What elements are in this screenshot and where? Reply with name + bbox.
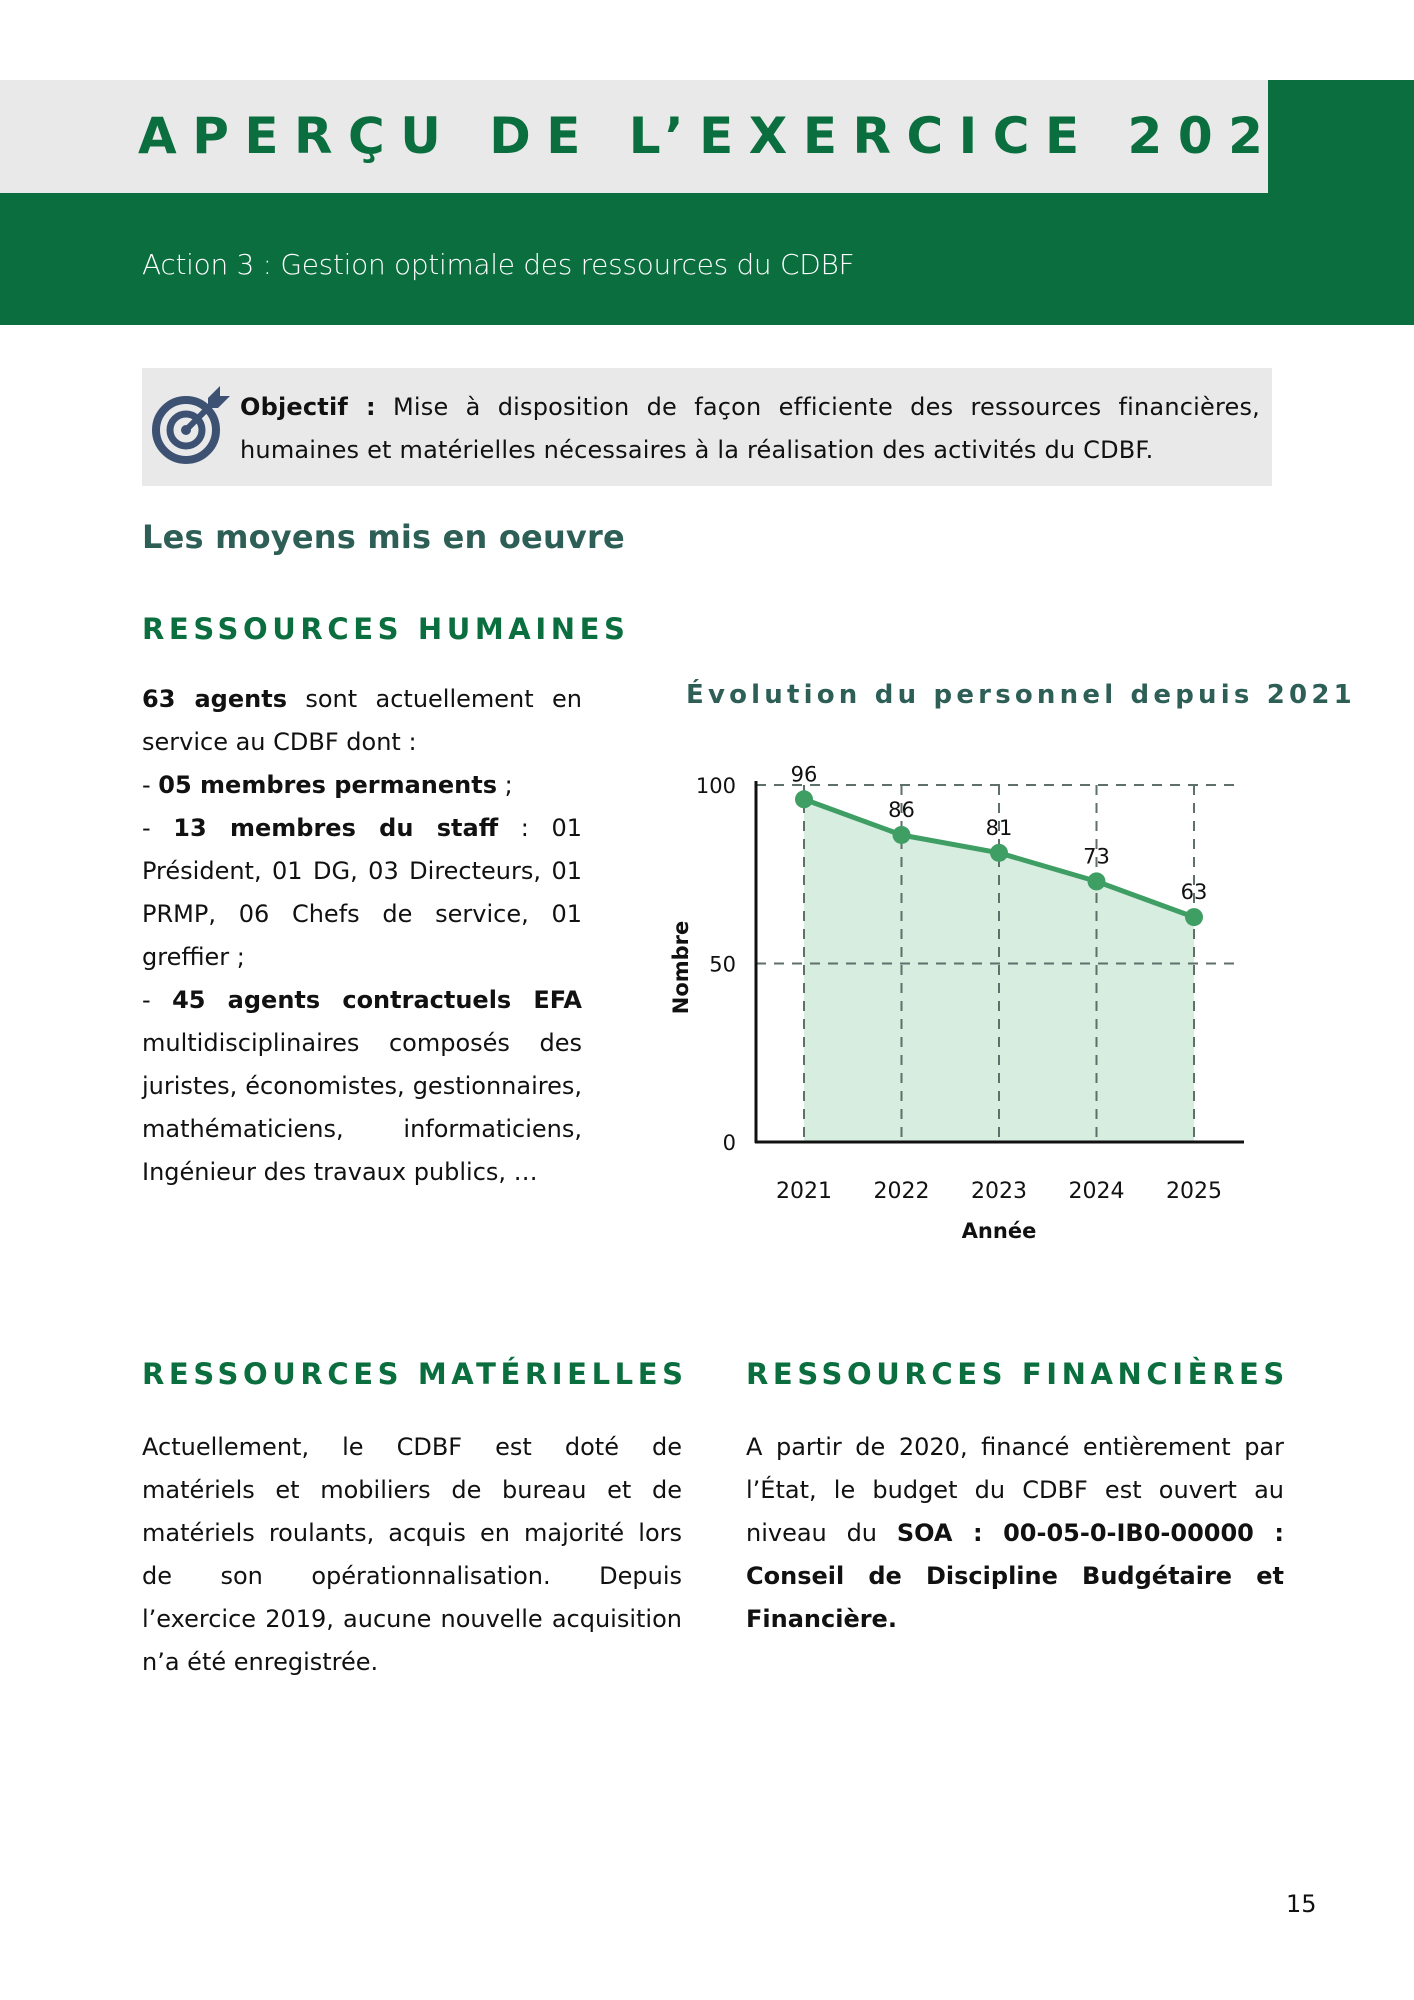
section-heading: Les moyens mis en oeuvre — [142, 518, 625, 556]
material-line: de son opérationnalisation. Depuis — [142, 1562, 682, 1590]
data-label: 81 — [985, 815, 1013, 840]
chart-title: Évolution du personnel depuis 2021 — [686, 680, 1356, 710]
objective-label: Objectif : — [240, 393, 376, 421]
y-tick-label: 100 — [695, 774, 736, 798]
institution-name-end: Financière. — [746, 1605, 897, 1633]
objective-text — [240, 386, 1260, 472]
hr-line: - 13 membres du staff : 01 — [142, 814, 582, 842]
x-tick-label: 2025 — [1166, 1179, 1222, 1204]
personnel-chart — [660, 740, 1280, 1260]
human-resources-heading: RESSOURCES HUMAINES — [142, 612, 630, 646]
material-line: l’exercice 2019, aucune nouvelle acquisition — [142, 1605, 682, 1633]
material-resources-text — [142, 1426, 682, 1684]
x-tick-label: 2021 — [776, 1179, 832, 1204]
hr-line: 63 agents sont actuellement en — [142, 685, 583, 713]
objective-line-1: Mise à disposition de façon efficiente des ressources financières, — [375, 393, 1261, 421]
hr-line: greffier ; — [142, 943, 245, 971]
action-title: Action 3 : Gestion optimale des ressources du CDBF — [142, 248, 855, 281]
data-point — [893, 826, 911, 844]
material-line: n’a été enregistrée. — [142, 1648, 379, 1676]
institution-name: Conseil de Discipline Budgétaire et — [746, 1562, 1284, 1590]
y-tick-label: 0 — [722, 1131, 736, 1155]
financial-line-5 — [746, 1598, 1284, 1641]
data-label: 86 — [888, 797, 915, 822]
soa-code: SOA : 00-05-0-IB0-00000 : — [896, 1519, 1284, 1547]
hr-line: multidisciplinaires composés des — [142, 1029, 582, 1057]
x-tick-label: 2023 — [971, 1179, 1027, 1204]
y-tick-label: 50 — [709, 952, 736, 977]
data-label: 96 — [790, 762, 818, 787]
x-tick-label: 2022 — [873, 1179, 930, 1204]
hr-line: juristes, économistes, gestionnaires, — [142, 1072, 582, 1100]
hr-line: PRMP, 06 Chefs de service, 01 — [142, 900, 582, 928]
financial-resources-text — [746, 1426, 1284, 1641]
data-label: 73 — [1083, 844, 1110, 869]
data-label: 63 — [1180, 880, 1208, 905]
financial-line-3-text: niveau du — [746, 1519, 897, 1547]
hr-line: service au CDBF dont : — [142, 728, 417, 756]
material-line: matériels roulants, acquis en majorité lors — [142, 1519, 682, 1547]
human-resources-text — [142, 678, 582, 1194]
financial-line-2: l’État, le budget du CDBF est ouvert au — [746, 1476, 1284, 1504]
data-point — [795, 790, 813, 808]
page-title: APERÇU DE L’EXERCICE 2025 — [138, 107, 1329, 165]
hr-line: Ingénieur des travaux publics, … — [142, 1158, 538, 1186]
target-arrow-icon — [150, 384, 232, 466]
material-line: matériels et mobiliers de bureau et de — [142, 1476, 682, 1504]
y-axis-label: Nombre — [669, 920, 693, 1015]
objective-line-2: humaines et matérielles nécessaires à la réalisation des activités du CDBF. — [240, 436, 1154, 464]
material-resources-heading: RESSOURCES MATÉRIELLES — [142, 1357, 688, 1391]
hr-line: - 45 agents contractuels EFA — [142, 986, 582, 1014]
hr-line: - 05 membres permanents ; — [142, 771, 513, 799]
data-point — [1185, 908, 1203, 926]
data-point — [990, 844, 1008, 862]
financial-line-1: A partir de 2020, financé entièrement par — [746, 1433, 1284, 1461]
page-number: 15 — [1286, 1890, 1317, 1918]
financial-line-4 — [746, 1555, 1284, 1598]
material-line: Actuellement, le CDBF est doté de — [142, 1433, 682, 1461]
x-axis-label: Année — [961, 1219, 1037, 1243]
financial-line-3 — [746, 1512, 1284, 1555]
data-point — [1088, 872, 1106, 890]
financial-resources-heading: RESSOURCES FINANCIÈRES — [746, 1357, 1289, 1391]
x-tick-label: 2024 — [1068, 1179, 1125, 1204]
hr-line: Président, 01 DG, 03 Directeurs, 01 — [142, 857, 582, 885]
hr-line: mathématiciens, informaticiens, — [142, 1115, 582, 1143]
